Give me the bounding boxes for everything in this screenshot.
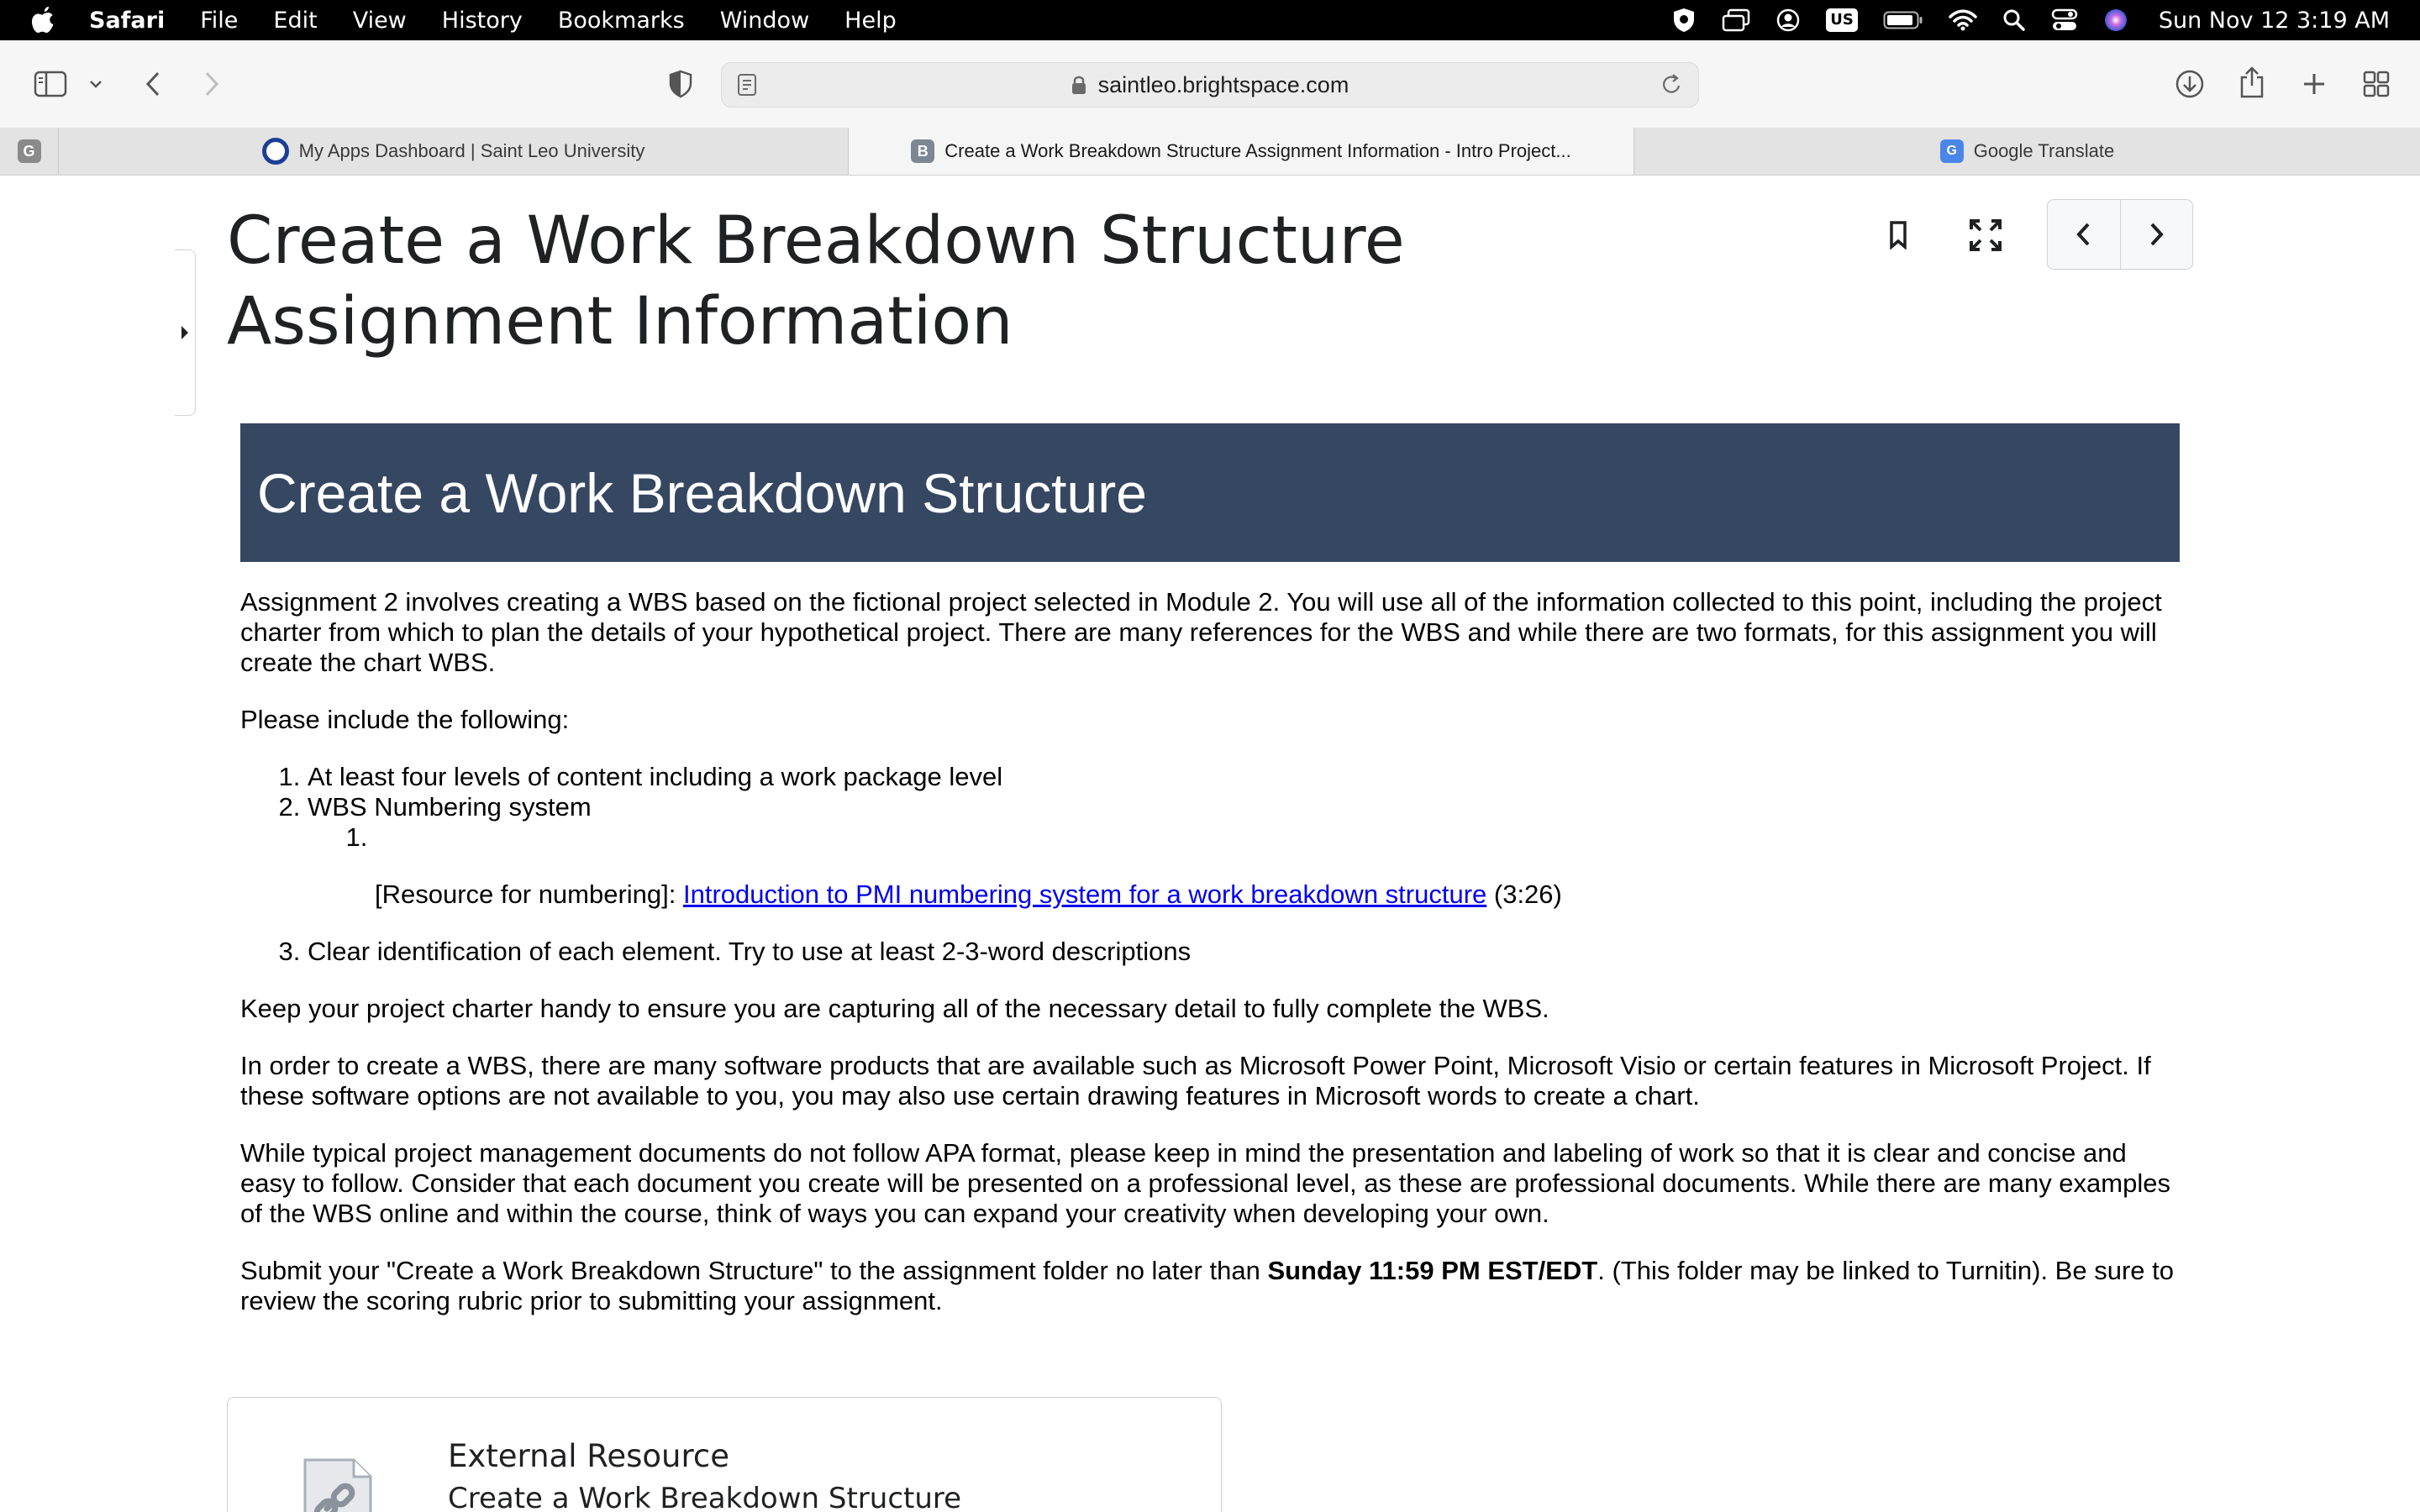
reader-view-icon[interactable] (737, 73, 757, 102)
sidebar-toggle-icon[interactable] (32, 67, 69, 101)
menu-bar (0, 0, 2420, 40)
tab-label: My Apps Dashboard | Saint Leo University (298, 140, 645, 161)
tab-wbs-assignment[interactable] (849, 128, 1634, 175)
forward-icon[interactable] (195, 66, 229, 102)
submit-paragraph (240, 1256, 2181, 1316)
requirements-list (240, 762, 2181, 967)
software-paragraph: In order to create a WBS, there are many software products that are available such as Microsoft Power Point, Microsoft Visio or certain features in Microsoft Project. If these software options are not available to you, you may also use certain drawing features in Microsoft words to create a chart. (240, 1051, 2151, 1110)
fullscreen-icon[interactable] (1966, 216, 2005, 255)
external-resource-label: External Resource (448, 1438, 729, 1474)
resource-line (308, 879, 2181, 910)
charter-paragraph: Keep your project charter handy to ensure you are capturing all of the necessary detail to fully complete the WBS. (240, 994, 1549, 1023)
intro-paragraph: Assignment 2 involves creating a WBS based on the fictional project selected in Module 2. You will use all of the information collected to this point, including the project charter from which to plan the details of your hypothetical project. There are many references for the WBS and while there are two formats, for this assignment you will create the chart WBS. (240, 587, 2162, 677)
menu-bookmarks[interactable]: Bookmarks (557, 7, 685, 34)
tab-label: Create a Work Breakdown Structure Assignment Information - Intro Project... (944, 140, 1571, 161)
previous-topic-button[interactable] (2048, 200, 2121, 269)
caret-right-icon (180, 324, 190, 341)
resource-duration: (3:26) (1486, 879, 1562, 909)
submit-text-after: . (This folder may be linked to Turnitin). Be sure to review the scoring rubric prior to submitting your assignment. (240, 1256, 2174, 1315)
sub-list (308, 822, 2181, 853)
tab-pinned-google[interactable] (0, 128, 59, 175)
page-viewport (0, 176, 2420, 1512)
tab-label: Google Translate (1973, 140, 2115, 161)
downloads-icon[interactable] (2171, 66, 2208, 102)
reload-icon[interactable] (1661, 73, 1683, 102)
external-resource-card[interactable] (227, 1397, 1222, 1512)
menu-app-name[interactable]: Safari (89, 7, 166, 34)
share-icon[interactable] (2233, 62, 2270, 102)
privacy-report-icon[interactable] (664, 67, 697, 101)
spotlight-search-icon[interactable] (2002, 8, 2026, 32)
tab-overview-icon[interactable] (2358, 66, 2395, 102)
side-panel-toggle[interactable] (175, 249, 196, 416)
browser-toolbar (0, 40, 2420, 129)
menu-history[interactable]: History (441, 7, 523, 34)
page-title: Create a Work Breakdown Structure Assignment Information (227, 203, 1405, 360)
menu-file[interactable]: File (200, 7, 239, 34)
link-file-icon (302, 1457, 374, 1512)
back-icon[interactable] (136, 66, 170, 102)
assignment-content (240, 587, 2181, 1343)
chevron-left-icon (2075, 222, 2092, 247)
tab-pinned-favicon: G (18, 139, 41, 163)
list-item (375, 822, 2181, 853)
list-item: 3. Clear identification of each element. Try to use at least 2-3-word descriptions (308, 937, 2181, 967)
chevron-down-icon[interactable] (86, 74, 106, 94)
screen-mirroring-icon[interactable] (1722, 8, 1750, 32)
input-source-label: US (1826, 8, 1858, 32)
section-banner (240, 423, 2180, 562)
apa-paragraph: While typical project management documents do not follow APA format, please keep in mind the presentation and labeling of work so that it is clear and concise and easy to follow. Consider that each document you create will be presented on a professional level, as these are professional documents. While there are many examples of the WBS online and within the course, think of ways you can expand your creativity when developing your own. (240, 1138, 2170, 1228)
lock-icon (1071, 75, 1086, 95)
input-source-icon[interactable] (1826, 8, 1858, 32)
bookmark-icon[interactable] (1882, 216, 1914, 255)
external-resource-title[interactable]: Create a Work Breakdown Structure (448, 1482, 962, 1512)
menu-window[interactable]: Window (719, 7, 810, 34)
list-item: 1. At least four levels of content including a work package level (308, 762, 2181, 792)
resource-prefix: [Resource for numbering]: (375, 879, 684, 909)
siri-icon[interactable] (2103, 8, 2128, 33)
menubar-clock[interactable]: Sun Nov 12 3:19 AM (2158, 7, 2390, 34)
pmi-numbering-link[interactable]: Introduction to PMI numbering system for a work breakdown structure (683, 879, 1487, 909)
okta-favicon-icon (262, 138, 289, 165)
submit-text: Submit your "Create a Work Breakdown Structure" to the assignment folder no later than (240, 1256, 1268, 1285)
google-translate-icon: G (1940, 139, 1964, 163)
user-account-icon[interactable] (1776, 8, 1801, 33)
vpn-shield-icon[interactable] (1671, 7, 1697, 34)
submit-deadline: Sunday 11:59 PM EST/EDT (1267, 1256, 1598, 1285)
list-item (308, 792, 2181, 910)
include-heading: Please include the following: (240, 705, 570, 734)
battery-icon[interactable] (1883, 10, 1923, 30)
apple-menu-icon[interactable] (30, 5, 57, 35)
menu-view[interactable]: View (352, 7, 407, 34)
menu-edit[interactable]: Edit (273, 7, 318, 34)
control-center-icon[interactable] (2051, 8, 2078, 32)
topic-navigation (2047, 199, 2193, 270)
list-item-text: WBS Numbering system (308, 792, 592, 822)
tab-my-apps-dashboard[interactable] (59, 128, 849, 175)
tab-bar (0, 128, 2420, 176)
address-bar[interactable] (721, 62, 1699, 108)
new-tab-icon[interactable] (2296, 66, 2333, 102)
tab-google-translate[interactable] (1634, 128, 2420, 175)
next-topic-button[interactable] (2121, 200, 2193, 269)
brightspace-favicon: B (911, 139, 934, 163)
chevron-right-icon (2148, 222, 2165, 247)
wifi-icon[interactable] (1949, 9, 1977, 31)
menu-help[interactable]: Help (844, 7, 897, 34)
url-text: saintleo.brightspace.com (1097, 71, 1349, 97)
banner-heading: Create a Work Breakdown Structure (257, 461, 1147, 524)
